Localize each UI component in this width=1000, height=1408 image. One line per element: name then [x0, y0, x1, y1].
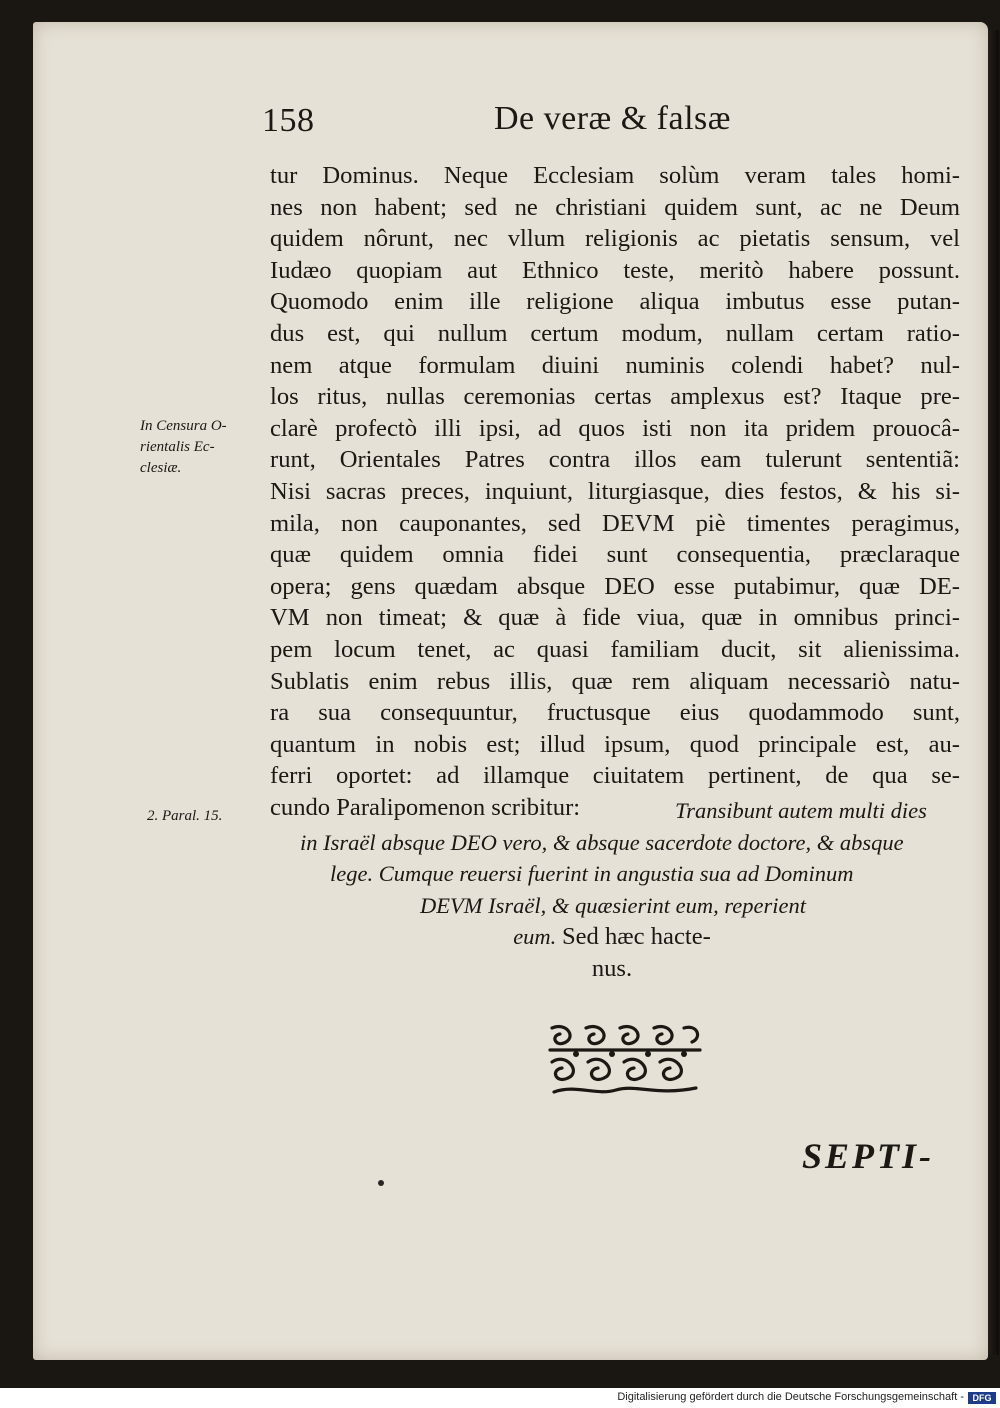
text-line: clarè profectò illi ipsi, ad quos isti non ita pridem prouocâ- [270, 414, 960, 442]
quote-line: Transibunt autem multi dies [675, 798, 927, 823]
text-line: tur Dominus. Neque Ecclesiam solùm veram tales homi- [270, 162, 960, 189]
text-line: nes non habent; sed ne christiani quidem sunt, ac ne Deum [270, 193, 960, 221]
marginal-line: rientalis Ec- [140, 439, 215, 455]
quote-line: in Israël absque DEO vero, & absque sacerdote doctore, & absque [300, 829, 904, 855]
text-line: mila, non cauponantes, sed DEVM piè timentes peragimus, [270, 509, 960, 537]
text-line: opera; gens quædam absque DEO esse putabimur, quæ DE- [270, 572, 960, 600]
text-line: Quomodo enim ille religione aliqua imbutus esse putan- [270, 288, 960, 316]
dfg-logo-icon: DFG [968, 1392, 996, 1404]
quote-line-with-closing [262, 921, 962, 953]
quote-line: eum. [513, 924, 557, 950]
quote-line: lege. Cumque reuersi fuerint in angustia sua ad Dominum [330, 861, 854, 887]
text-line: VM non timeat; & quæ à fide viua, quæ in omnibus princi- [270, 604, 960, 632]
printer-ornament-icon [546, 1022, 704, 1098]
text-line: cundo Paralipomenon scribitur: [270, 793, 581, 821]
quote-line: DEVM Israël, & quæsierint eum, reperient [420, 892, 806, 918]
text-line: ferri oportet: ad illamque ciuitatem pertinent, de qua se- [270, 762, 960, 790]
marginal-line: In Censura O- [140, 418, 227, 434]
text-line: Sublatis enim rebus illis, quæ rem aliquam necessariò natu- [270, 667, 960, 695]
footer-credit: Digitalisierung gefördert durch die Deutsche Forschungsgemeinschaft - [617, 1391, 964, 1403]
marginal-line: clesiæ. [140, 460, 182, 476]
text-line: quidem nôrunt, nec vllum religionis ac pietatis sensum, vel [270, 225, 960, 253]
closing-text: Sed hæc hacte- [561, 923, 711, 951]
text-line: ra sua consequuntur, fructusque eius quodammodo sunt, [270, 699, 960, 727]
footer-bar [0, 1388, 1000, 1408]
catchword: SEPTI- [802, 1136, 935, 1176]
text-line: dus est, qui nullum certum modum, nullam certam ratio- [270, 319, 960, 347]
text-line: quantum in nobis est; illud ipsum, quod principale est, au- [270, 730, 960, 758]
text-line: runt, Orientales Patres contra illos eam tulerunt sententiã: [270, 446, 960, 474]
closing-last-line: nus. [591, 954, 633, 982]
running-title: De veræ & falsæ [494, 100, 731, 137]
page-number: 158 [262, 102, 315, 139]
text-line: los ritus, nullas ceremonias certas amplexus est? Itaque pre- [270, 383, 960, 411]
marginal-note-paral: 2. Paral. 15. [147, 808, 223, 824]
scripture-quotation [262, 795, 962, 985]
ink-spot [378, 1180, 384, 1186]
marginal-note-censura [140, 416, 265, 479]
text-line: quæ quidem omnia fidei sunt consequentia, præclaraque [270, 541, 960, 569]
text-line: Iudæo quopiam aut Ethnico teste, meritò habere possunt. [270, 256, 960, 284]
body-text [270, 160, 960, 823]
text-line: Nisi sacras preces, inquiunt, liturgiasque, dies festos, & his si- [270, 477, 960, 505]
text-line: pem locum tenet, ac quasi familiam ducit, sit alienissima. [270, 635, 960, 663]
text-line: nem atque formulam diuini numinis colendi habet? nul- [270, 351, 960, 379]
